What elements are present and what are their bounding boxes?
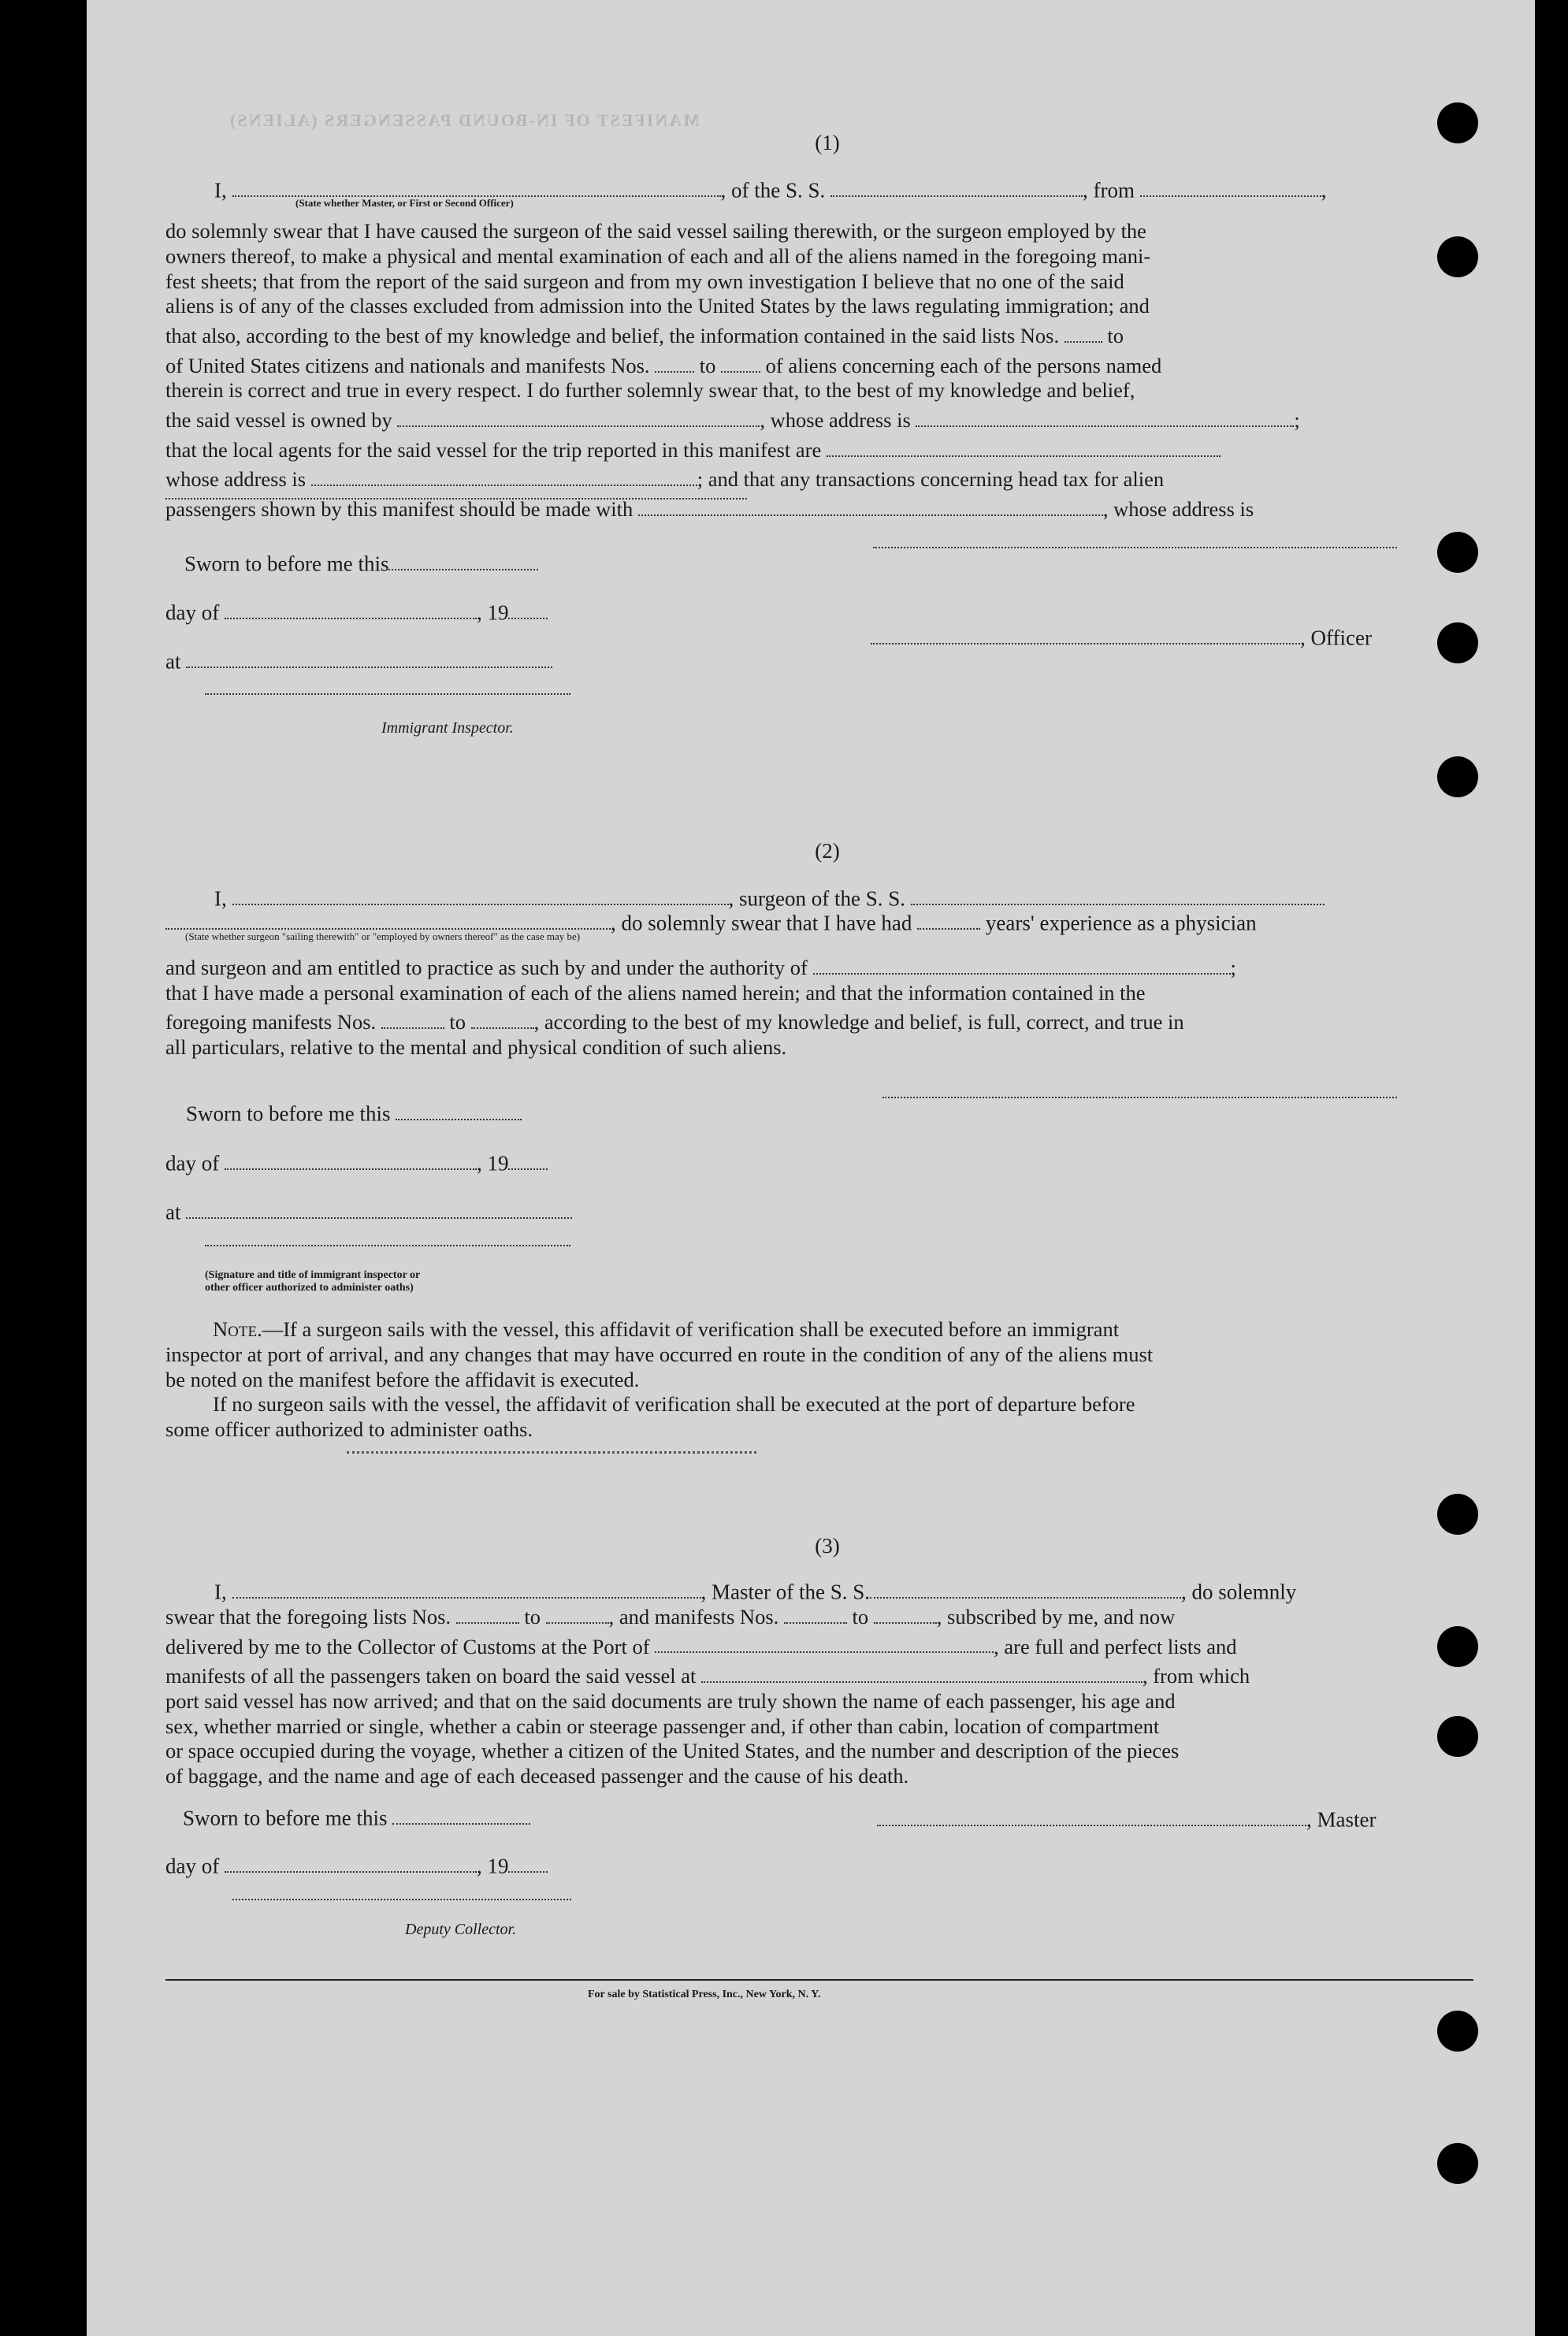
note-line: be noted on the manifest before the affidavit is executed. — [165, 1367, 640, 1391]
day-of-field-3[interactable] — [225, 1849, 477, 1873]
sworn-date-field-2[interactable] — [396, 1097, 522, 1120]
section-1-intro: I, , of the S. S. , from , — [214, 173, 1475, 202]
intro-text: , of the S. S. — [720, 178, 826, 202]
section-1-body — [165, 219, 1473, 522]
surgeon-name-field[interactable] — [232, 882, 729, 905]
body-line: of United States citizens and nationals and manifests Nos. to of aliens concerning each of the persons named — [165, 349, 1473, 379]
punch-hole — [1437, 2011, 1478, 2052]
section-2-caption: (State whether surgeon "sailing therewith" or "employed by owners thereof" as the case may be) — [185, 930, 581, 942]
footer-rule — [165, 1979, 1473, 1981]
sworn-line-3: Sworn to before me this — [183, 1801, 530, 1830]
note-line: some officer authorized to administer oaths. — [165, 1417, 533, 1442]
departure-port-field[interactable] — [1140, 173, 1321, 197]
collector-signature-line[interactable] — [232, 1899, 571, 1900]
local-agents-field[interactable] — [827, 433, 1221, 457]
note-line: inspector at port of arrival, and any changes that may have occurred en route in the condition of any of the aliens must — [165, 1342, 1154, 1366]
body-line: that the local agents for the said vessel for the trip reported in this manifest are — [165, 433, 1473, 463]
punch-hole — [1437, 622, 1478, 663]
body-line: and surgeon and am entitled to practice as such by and under the authority of ; — [165, 951, 1473, 981]
inspector-signature-line[interactable] — [205, 693, 570, 695]
section-2-number: (2) — [815, 839, 840, 863]
note-line: If no surgeon sails with the vessel, the affidavit of verification shall be executed at the port of departure before — [213, 1392, 1135, 1417]
body-line: manifests of all the passengers taken on board the said vessel at , from which — [165, 1659, 1473, 1689]
sworn-line-2: Sworn to before me this — [186, 1097, 522, 1126]
body-line: sex, whether married or single, whether a cabin or steerage passenger and, if other than cabin, location of compartment — [165, 1714, 1160, 1738]
officer-name-field[interactable] — [232, 173, 721, 197]
master-name-field[interactable] — [232, 1575, 701, 1599]
punch-hole — [1437, 756, 1478, 797]
dotted-divider — [347, 1451, 756, 1454]
punch-hole — [1437, 236, 1478, 277]
surgeon-status-field[interactable] — [165, 906, 611, 930]
body-line: owners thereof, to make a physical and mental examination of each and all of the aliens named in the foregoing mani- — [165, 243, 1151, 268]
punch-hole — [1437, 1716, 1478, 1757]
body-line: passengers shown by this manifest should be made with , whose address is — [165, 492, 1473, 522]
head-tax-agent-field[interactable] — [638, 492, 1103, 516]
body-line: that also, according to the best of my knowledge and belief, the information contained in the said lists Nos. to — [165, 319, 1473, 349]
authorized-officer-signature-line[interactable] — [205, 1245, 570, 1246]
section-3-intro: I, , Master of the S. S. , do solemnly — [214, 1575, 1296, 1604]
immigrant-inspector-caption: Immigrant Inspector. — [381, 719, 514, 737]
sworn-date-field-3[interactable] — [392, 1801, 530, 1825]
body-line: that I have made a personal examination of each of the aliens named herein; and that the information contained in the — [165, 980, 1146, 1005]
master-signature-line: , Master — [877, 1803, 1376, 1832]
section-2-line-a: I, , surgeon of the S. S. — [214, 882, 1325, 911]
sworn-date-field[interactable] — [388, 547, 538, 570]
deputy-collector-caption: Deputy Collector. — [405, 1921, 517, 1938]
authority-field[interactable] — [813, 951, 1231, 975]
at-line-2: at — [165, 1195, 572, 1224]
surgeon-manifest-from-field[interactable] — [381, 1005, 444, 1029]
surgeon-vessel-field[interactable] — [911, 882, 1325, 905]
body-line: of baggage, and the name and age of each deceased passenger and the cause of his death. — [165, 1764, 909, 1788]
section-2-line-b: , do solemnly swear that I have had years' experience as a physician — [165, 906, 1257, 935]
section-2-note — [165, 1317, 1473, 1443]
punch-hole — [1437, 1494, 1478, 1535]
at-place-field-2[interactable] — [186, 1195, 572, 1219]
year-field[interactable] — [508, 596, 548, 619]
body-line: whose address is ; and that any transactions concerning head tax for alien — [165, 462, 1473, 492]
intro-text: , from — [1083, 178, 1135, 202]
head-tax-address-field[interactable] — [165, 498, 747, 500]
officer-title-line: , Officer — [871, 621, 1372, 650]
alien-manifest-from-field[interactable] — [655, 349, 694, 373]
manifest-page — [87, 0, 1535, 2336]
body-line: port said vessel has now arrived; and that on the said documents are truly shown the name of each passenger, his age and — [165, 1688, 1176, 1713]
punch-hole — [1437, 1626, 1478, 1667]
day-of-line-1: day of , 19 — [165, 596, 548, 625]
body-line: do solemnly swear that I have caused the surgeon of the said vessel sailing therewith, or the surgeon employed by the — [165, 219, 1146, 243]
punch-hole — [1437, 102, 1478, 143]
body-line: delivered by me to the Collector of Customs at the Port of , are full and perfect lists and — [165, 1630, 1473, 1660]
vessel-name-field[interactable] — [830, 173, 1083, 197]
section-3-number: (3) — [815, 1534, 840, 1558]
owner-address-field[interactable] — [916, 403, 1294, 427]
body-line: or space occupied during the voyage, whether a citizen of the United States, and the number and description of the pieces — [165, 1739, 1180, 1763]
years-experience-field[interactable] — [917, 906, 980, 930]
master-signature-field[interactable] — [877, 1803, 1306, 1826]
at-line-1: at — [165, 644, 552, 674]
body-line: the said vessel is owned by , whose address is ; — [165, 403, 1473, 433]
boarding-port-field[interactable] — [701, 1659, 1143, 1683]
body-line: fest sheets; that from the report of the said surgeon and from my own investigation I believe that no one of the said — [165, 269, 1124, 293]
day-of-line-2: day of , 19 — [165, 1146, 548, 1175]
sworn-line-1: Sworn to before me this — [184, 547, 538, 576]
owner-name-field[interactable] — [397, 403, 760, 427]
manifests-from-field[interactable] — [784, 1600, 847, 1624]
officer-signature-field[interactable] — [871, 621, 1300, 644]
punch-hole — [1437, 532, 1478, 573]
year-field-3[interactable] — [508, 1849, 548, 1873]
section-3-body — [165, 1600, 1473, 1789]
section-2-body — [165, 951, 1473, 1060]
agents-address-field[interactable] — [311, 462, 697, 486]
section-1-number: (1) — [815, 131, 840, 154]
master-vessel-field[interactable] — [870, 1575, 1181, 1599]
manifests-to-field[interactable] — [874, 1600, 937, 1624]
caption-line: other officer authorized to administer oaths) — [205, 1282, 414, 1294]
lists-from-field[interactable] — [456, 1600, 519, 1624]
body-line: swear that the foregoing lists Nos. to , and manifests Nos. to , subscribed by me, and now — [165, 1600, 1473, 1630]
body-line: all particulars, relative to the mental and physical condition of such aliens. — [165, 1035, 787, 1060]
body-line: therein is correct and true in every respect. I do further solemnly swear that, to the best of my knowledge and belief, — [165, 378, 1135, 403]
bleed-through-header: MANIFEST OF IN-BOUND PASSENGERS (ALIENS) — [229, 110, 700, 130]
day-of-field-2[interactable] — [225, 1146, 477, 1170]
surgeon-signature-line[interactable] — [882, 1097, 1397, 1098]
day-of-line-3: day of , 19 — [165, 1849, 548, 1878]
officer-signature-line-1[interactable] — [873, 547, 1397, 548]
citizen-list-from-field[interactable] — [1065, 319, 1102, 343]
punch-hole — [1437, 2143, 1478, 2184]
year-field-2[interactable] — [508, 1146, 548, 1170]
day-of-field[interactable] — [225, 596, 477, 619]
authorized-officer-caption — [205, 1269, 420, 1294]
caption-line: (Signature and title of immigrant inspector or — [205, 1269, 421, 1281]
printer-footer: For sale by Statistical Press, Inc., New York, N. Y. — [588, 1989, 821, 2000]
alien-manifest-to-field[interactable] — [721, 349, 760, 373]
arrival-port-field[interactable] — [655, 1630, 994, 1654]
note-line: Note.—If a surgeon sails with the vessel, this affidavit of verification shall be executed before an immigrant — [213, 1317, 1120, 1341]
surgeon-manifest-to-field[interactable] — [471, 1005, 534, 1029]
intro-text: I, — [214, 178, 227, 202]
body-line: foregoing manifests Nos. to , according to the best of my knowledge and belief, is full, correct, and true in — [165, 1005, 1473, 1035]
at-place-field[interactable] — [186, 644, 552, 668]
lists-to-field[interactable] — [546, 1600, 609, 1624]
section-1-caption: (State whether Master, or First or Second Officer) — [295, 197, 514, 209]
body-line: aliens is of any of the classes excluded from admission into the United States by the laws regulating immigration; and — [165, 294, 1150, 318]
